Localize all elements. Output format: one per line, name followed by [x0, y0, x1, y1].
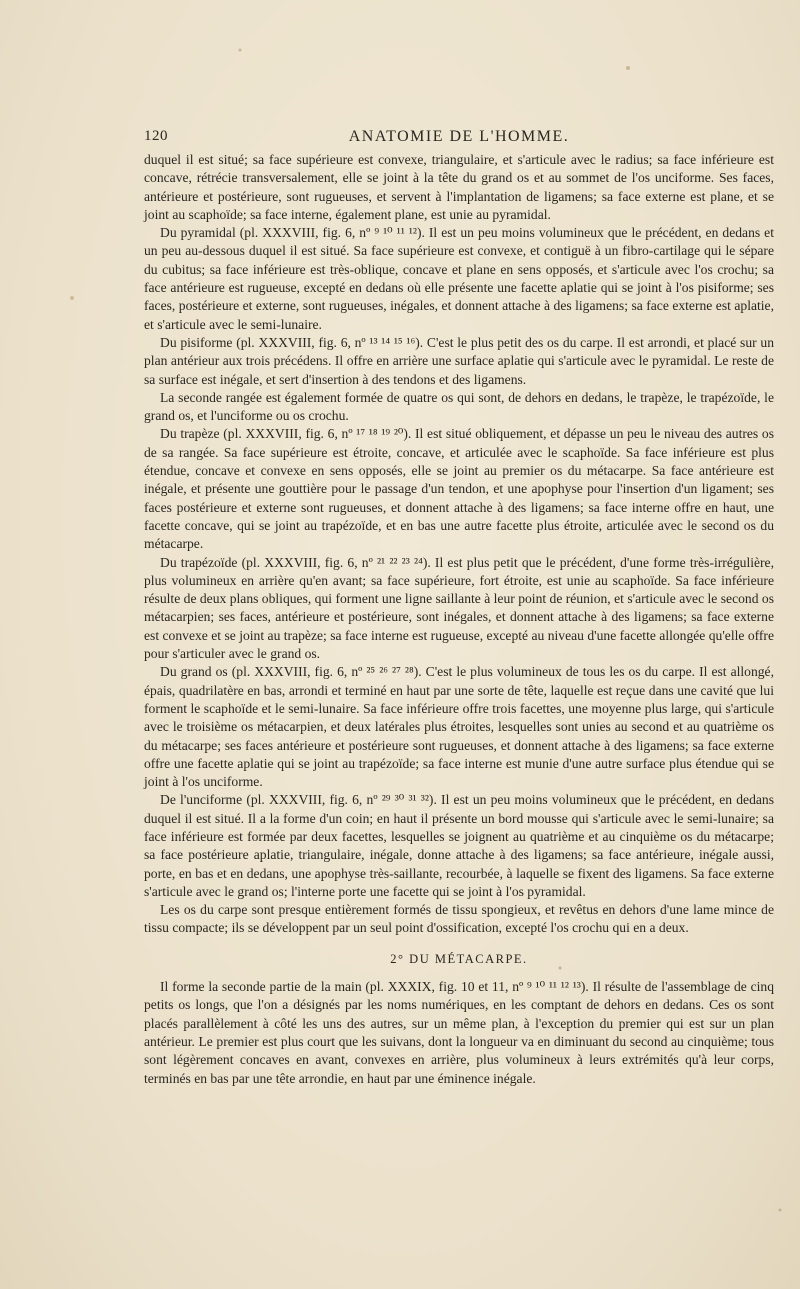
- paragraph: La seconde rangée est également formée de quatre os qui sont, de dehors en dedans, le trapèze, le trapézoïde, le grand os, et l'unciforme ou os crochu.: [144, 389, 774, 424]
- foxing-spot: [239, 49, 242, 52]
- foxing-spot: [626, 66, 630, 70]
- page-header: [144, 128, 774, 148]
- paragraph: duquel il est situé; sa face supérieure est convexe, triangulaire, et s'articule avec le radius; sa face inférieure est concave, rétrécie transversalement, elle se joint à la tête du grand os et au sommet de l'os unciforme. Ses faces, antérieure et postérieure, sont rugueuses, et servent à l'implantation de ligamens; sa face externe est plane, et se joint au scaphoïde; sa face interne, également plane, est unie au pyramidal.: [144, 152, 774, 222]
- paragraph: Du trapèze (pl. XXXVIII, fig. 6, nº ¹⁷ ¹⁸ ¹⁹ ²⁰). Il est situé obliquement, et dépasse un peu le niveau des autres os de sa rangée. Sa face supérieure est étroite, concave, et articulée avec le scaphoïde. Sa face inférieure est plus étendue, concave et convexe en sens opposés, elle se joint au premier os du métacarpe. Sa face antérieure est inégale, et présente une gouttière pour le passage d'un tendon, et une apophyse pour l'insertion d'un ligament; ses faces postérieure et externe sont rugueuses, et donnent attache à des ligamens; sa face interne offre en haut, une facette concave, qui se joint au trapézoïde, et en bas une autre facette plus étroite, articulée avec le second os du métacarpe.: [144, 426, 774, 552]
- running-title: ANATOMIE DE L'HOMME.: [348, 128, 570, 145]
- paragraph: Du pyramidal (pl. XXXVIII, fig. 6, nº ⁹ ¹⁰ ¹¹ ¹²). Il est un peu moins volumineux que le précédent, en dedans et un peu au-dessous duquel il est situé. Sa face supérieure est convexe, et contiguë à un fibro-cartilage qui le sépare du cubitus; sa face inférieure est très-oblique, concave et plane en sens opposés, et s'articule avec l'os crochu; sa face antérieure est rugueuse, excepté en dedans où elle présente une facette aplatie qui se joint à l'os pisiforme; ses faces, postérieure et externe, sont rugueuses, inégales, et donnent attache à des ligamens; sa face externe est aplatie, et s'articule avec le semi-lunaire.: [144, 225, 774, 332]
- paragraph: Du pisiforme (pl. XXXVIII, fig. 6, nº ¹³ ¹⁴ ¹⁵ ¹⁶). C'est le plus petit des os du carpe. Il est arrondi, et placé sur un plan antérieur aux trois précédens. Il offre en arrière une surface aplatie qui s'articule avec le pyramidal. Le reste de sa surface est inégale, et sert d'insertion à des tendons et des ligamens.: [144, 334, 774, 387]
- foxing-spot: [779, 1209, 782, 1212]
- page-number: 120: [144, 128, 168, 144]
- paragraph: Il forme la seconde partie de la main (pl. XXXIX, fig. 10 et 11, nº ⁹ ¹⁰ ¹¹ ¹² ¹³). Il résulte de l'assemblage de cinq petits os longs, que l'on a désignés par les noms numériques, en les comptant de dehors en dedans. Ces os sont placés parallèlement à côté les uns des autres, sur un même plan, à l'exception du premier qui est sur un plan antérieur. Le premier est plus court que les suivans, dont la longueur va en diminuant du second au cinquième; tous sont légèrement concaves en avant, convexes en arrière, plus volumineux à leurs extrémités qu'à leur corps, terminés en bas par une tête arrondie, en haut par une éminence inégale.: [144, 979, 774, 1086]
- foxing-spot: [70, 296, 74, 300]
- paragraph: Du grand os (pl. XXXVIII, fig. 6, nº ²⁵ ²⁶ ²⁷ ²⁸). C'est le plus volumineux de tous les os du carpe. Il est allongé, épais, quadrilatère en bas, arrondi et terminé en haut par une sorte de tête, laquelle est reçue dans une cavité que lui forment le scaphoïde et le semi-lunaire. Sa face inférieure offre trois facettes, une moyenne plus large, qui s'articule avec le troisième os métacarpien, et deux latérales plus étroites, lesquelles sont unies au second et au quatrième os du métacarpe; ses faces antérieure et postérieure sont rugueuses, et donnent attache à des ligamens; sa face externe offre une facette aplatie qui se joint au trapézoïde; sa face interne est munie d'une autre surface plus étendue qui se joint à l'os unciforme.: [144, 664, 774, 790]
- paragraph: Les os du carpe sont presque entièrement formés de tissu spongieux, et revêtus en dehors d'une lame mince de tissu compacte; ils se développent par un seul point d'ossification, excepté l'os crochu qui en a deux.: [144, 902, 774, 936]
- paragraph: Du trapézoïde (pl. XXXVIII, fig. 6, nº ²¹ ²² ²³ ²⁴). Il est plus petit que le précédent, d'une forme très-irrégulière, plus volumineux en arrière qu'en avant; sa face supérieure, fort étroite, est unie au scaphoïde. Sa face inférieure résulte de deux plans obliques, qui forment une ligne saillante à leur point de réunion, et s'articule avec le second os métacarpien; ses faces, antérieure et postérieure, sont inégales, et donnent attache à des ligamens; sa face externe est convexe et se joint au trapèze; sa face interne est rugueuse, excepté au niveau d'une facette allongée qu'elle offre pour s'articuler avec le grand os.: [144, 554, 774, 662]
- paragraph: De l'unciforme (pl. XXXVIII, fig. 6, nº ²⁹ ³⁰ ³¹ ³²). Il est un peu moins volumineux que le précédent, en dedans duquel il est situé. Il a la forme d'un coin; en haut il présente un bord mousse qui s'articule avec le semi-lunaire; sa face inférieure est formée par deux facettes, lesquelles se joignent au quatrième et au cinquième os du métacarpe; sa face postérieure aplatie, triangulaire, inégale, donne attache à des ligamens; sa face antérieure, inégale aussi, porte, en bas et en dedans, une apophyse très-saillante, recourbée, à laquelle se fixent des ligamens. Sa face externe s'articule avec le grand os; l'interne porte une facette qui se joint à l'os pyramidal.: [144, 792, 774, 899]
- body-text: [144, 151, 774, 1088]
- section-heading: 2° DU MÉTACARPE.: [390, 951, 528, 966]
